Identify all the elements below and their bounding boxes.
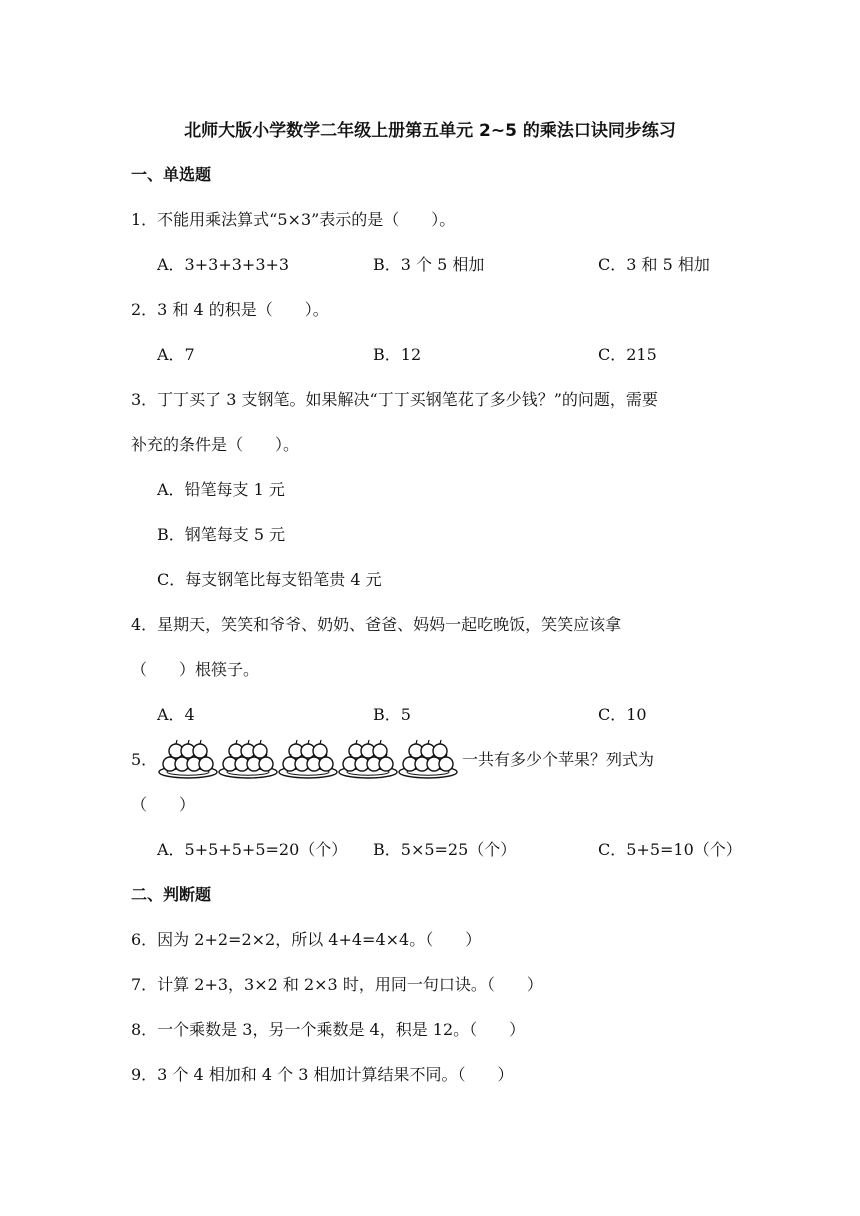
question-8: 8．一个乘数是 3，另一个乘数是 4，积是 12。（ ） — [131, 1020, 526, 1039]
question-2-option-b: B．12 — [373, 345, 422, 364]
question-2-stem: 2．3 和 4 的积是（ ）。 — [131, 300, 329, 319]
question-4-option-a: A．4 — [157, 705, 195, 724]
question-4-option-b: B．5 — [373, 705, 411, 724]
section-heading-true-false: 二、判断题 — [131, 885, 212, 904]
question-9: 9．3 个 4 相加和 4 个 3 相加计算结果不同。（ ） — [131, 1065, 514, 1084]
question-1-stem: 1．不能用乘法算式“5×3”表示的是（ ）。 — [131, 210, 456, 229]
question-3-option-c: C．每支钢笔比每支铅笔贵 4 元 — [157, 570, 382, 589]
question-1-option-b: B．3 个 5 相加 — [373, 255, 485, 274]
section-heading-single-choice: 一、单选题 — [131, 165, 212, 184]
question-5-number: 5． — [131, 750, 158, 769]
question-4-stem-line1: 4．星期天，笑笑和爷爷、奶奶、爸爸、妈妈一起吃晚饭，笑笑应该拿 — [131, 615, 622, 634]
apple-plates-illustration — [158, 736, 460, 780]
question-1-option-c: C．3 和 5 相加 — [598, 255, 710, 274]
question-5-stem: 一共有多少个苹果？列式为 — [462, 750, 655, 769]
apple-plate-5 — [399, 740, 457, 778]
question-4-stem-line2: （ ）根筷子。 — [131, 660, 260, 679]
question-5-option-c: C．5+5=10（个） — [598, 840, 742, 859]
question-2-option-c: C．215 — [598, 345, 657, 364]
question-3-stem-line2: 补充的条件是（ ）。 — [131, 435, 300, 454]
apple-plate-4 — [339, 740, 397, 778]
apple-plate-1 — [159, 740, 217, 778]
question-5-option-a: A．5+5+5+5=20（个） — [157, 840, 348, 859]
question-3-option-a: A．铅笔每支 1 元 — [157, 480, 285, 499]
question-6: 6．因为 2+2=2×2，所以 4+4=4×4。（ ） — [131, 930, 482, 949]
question-5-blank: （ ） — [131, 795, 196, 814]
question-4-option-c: C．10 — [598, 705, 647, 724]
apple-plate-2 — [219, 740, 277, 778]
question-7: 7．计算 2+3，3×2 和 2×3 时，用同一句口诀。（ ） — [131, 975, 543, 994]
question-3-stem-line1: 3．丁丁买了 3 支钢笔。如果解决“丁丁买钢笔花了多少钱？”的问题，需要 — [131, 390, 658, 409]
page-title: 北师大版小学数学二年级上册第五单元 2~5 的乘法口诀同步练习 — [184, 121, 676, 141]
question-5-option-b: B．5×5=25（个） — [373, 840, 517, 859]
apple-plate-3 — [279, 740, 337, 778]
question-2-option-a: A．7 — [157, 345, 195, 364]
question-1-option-a: A．3+3+3+3+3 — [157, 255, 290, 274]
question-3-option-b: B．钢笔每支 5 元 — [157, 525, 286, 544]
